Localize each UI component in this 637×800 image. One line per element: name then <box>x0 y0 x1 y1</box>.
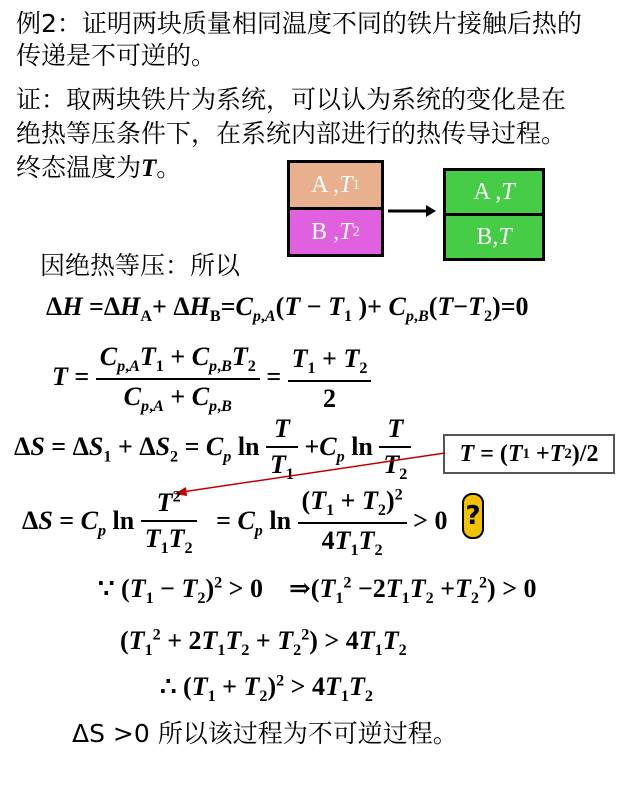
example-line-1: 例2：证明两块质量相同温度不同的铁片接触后热的 <box>16 9 582 38</box>
entropy-result-equation: $\Delta S = C_p$ ln $\frac{T^2}{T_1T_2}$ = $C_p$ ln $\frac{(T_1 + T_2)^2}{4T_1T_2}$ > 0 <box>22 486 448 560</box>
temperature-callout: T = ( T 1 + T 2 )/2 <box>443 434 615 474</box>
iron-block-a-final: A , T <box>443 168 545 216</box>
iron-block-a-initial: A , T 1 <box>287 160 384 210</box>
proof-line-1: 证：取两块铁片为系统，可以认为系统的变化是在 <box>16 85 567 114</box>
proof-line-2: 绝热等压条件下，在系统内部进行的热传导过程。 <box>16 119 567 148</box>
example-line-2: 传递是不可逆的。 <box>16 41 217 70</box>
therefore-inequality: ∴ $(T_1 + T_2)^2 > 4T_1T_2$ <box>160 672 373 706</box>
question-mark-icon: ? <box>462 493 484 539</box>
because-inequality: ∵ $(T_1 - T_2)^2 > 0$ $\Rightarrow(T_1^2 -2T_1T_2 +T_2^2) > 0$ <box>98 574 537 608</box>
arrow-right-icon <box>388 202 438 220</box>
iron-block-b-final: B, T <box>443 213 545 261</box>
proof-line-3: 终态温度为T。 <box>16 153 182 182</box>
enthalpy-equation: $\Delta H =\Delta H_A+ \Delta H_B=C_{p,A}(T - T_1$ )+ $C_{p,B}(T-T_2)=0$ <box>46 292 529 326</box>
iron-block-b-initial: B , T 2 <box>287 207 384 257</box>
conclusion-text: ΔS >0 所以该过程为不可逆过程。 <box>72 719 458 748</box>
adiabatic-isobaric-label: 因绝热等压：所以 <box>40 251 241 280</box>
final-temperature-equation: T = $\frac{C_{p,A}T_1 + C_{p,B}T_2}{C_{p,A} + C_{p,B}}$ = $\frac{T_1 + T_2}{2}$ <box>52 342 371 416</box>
entropy-sum-equation: $\Delta S = \Delta S_1 + \Delta S_2 = C_p$ ln $\frac{T}{T_1}$ $+C_p$ ln $\frac{T}{T_2}$ <box>14 414 411 484</box>
expanded-inequality: $(T_1^2 + 2T_1T_2 + T_2^2) > 4T_1T_2$ <box>120 626 407 660</box>
